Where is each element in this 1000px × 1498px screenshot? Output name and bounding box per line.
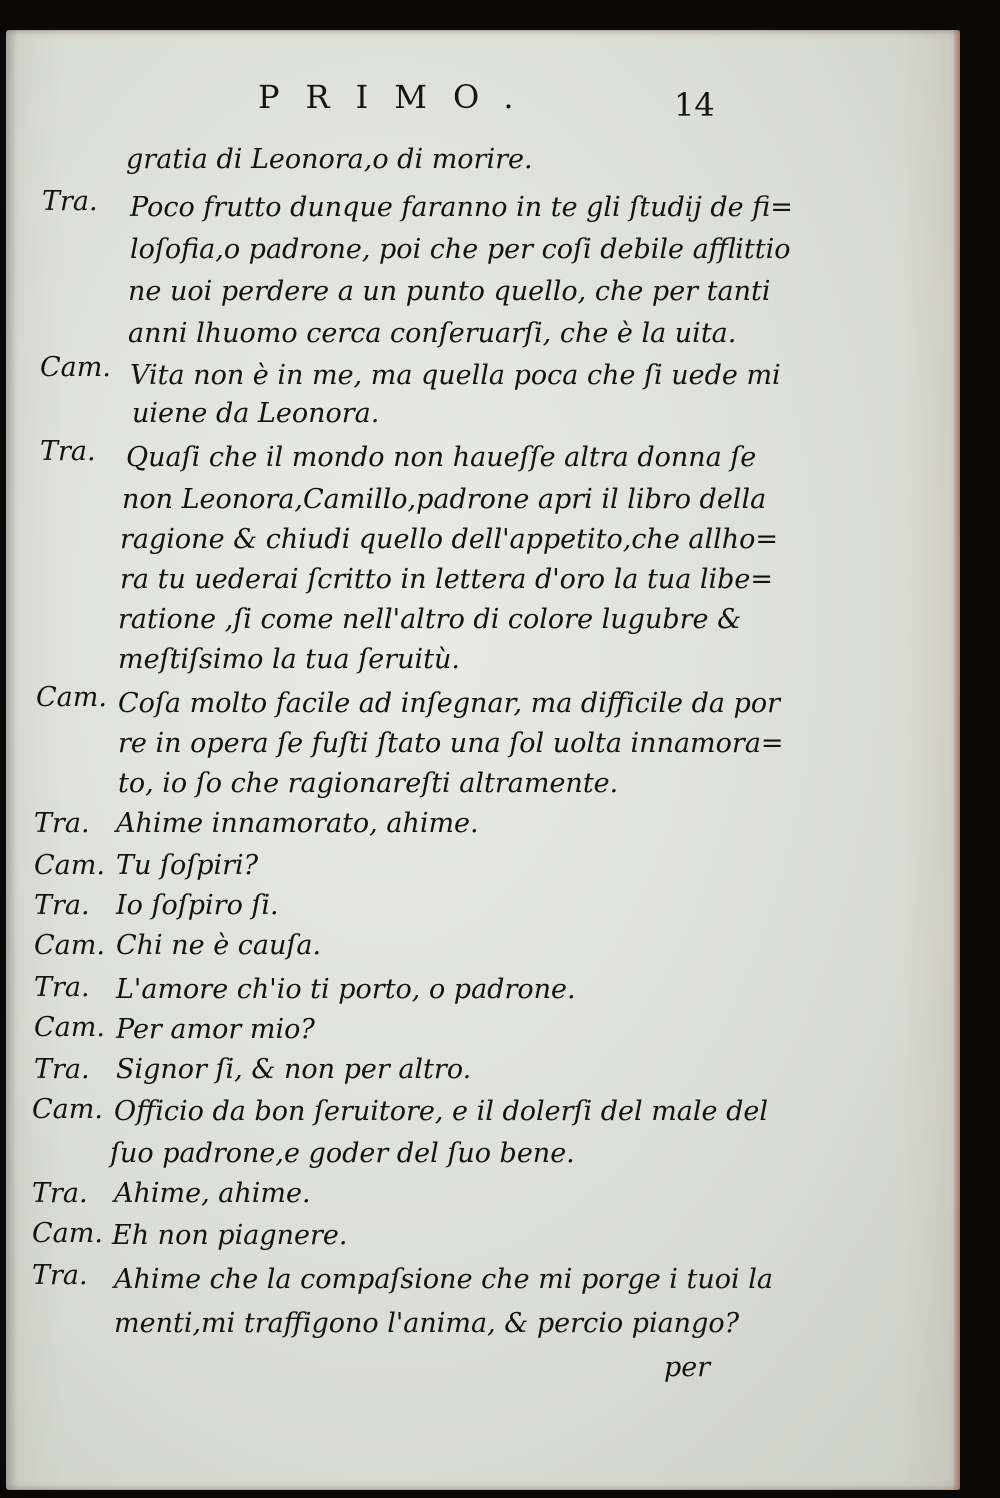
text-line: ra tu uederai ſcritto in lettera d'oro la tua libe=: [120, 564, 774, 595]
text-line: Quaſi che il mondo non haueſſe altra donna ſe: [126, 442, 757, 473]
text-line: menti,mi traffigono l'anima, & percio piango?: [114, 1308, 740, 1339]
text-line: Eh non piagnere.: [112, 1220, 348, 1251]
speaker-label: Tra.: [34, 972, 90, 1003]
speaker-label: Tra.: [34, 1054, 90, 1085]
running-title: PRIMO.: [258, 78, 540, 116]
text-line: to, io ſo che ragionareſti altramente.: [118, 768, 619, 799]
text-line: ſuo padrone,e goder del ſuo bene.: [110, 1138, 575, 1169]
text-line: non Leonora,Camillo,padrone apri il libro della: [122, 484, 767, 515]
text-line: Per amor mio?: [116, 1014, 315, 1045]
text-line: L'amore ch'io ti porto, o padrone.: [116, 974, 576, 1005]
text-line: Io ſoſpiro ſi.: [116, 890, 279, 921]
text-line: loſofia,o padrone, poi che per coſi debile afflittio: [130, 234, 791, 265]
text-line: Poco frutto dunque faranno in te gli ſtudij de fi=: [130, 192, 793, 223]
text-line: Officio da bon ſeruitore, e il dolerſi del male del: [114, 1096, 768, 1127]
text-line: gratia di Leonora,o di morire.: [126, 144, 533, 175]
speaker-label: Tra.: [32, 1260, 88, 1291]
text-line: Chi ne è cauſa.: [116, 930, 322, 961]
speaker-label: Tra.: [42, 186, 98, 217]
text-line: Coſa molto facile ad inſegnar, ma difficile da por: [118, 688, 780, 719]
text-line: Signor ſi, & non per altro.: [116, 1054, 472, 1085]
speaker-label: Tra.: [34, 808, 90, 839]
speaker-label: Tra.: [40, 436, 96, 467]
speaker-label: Cam.: [34, 930, 105, 961]
text-line: re in opera ſe fuſti ſtato una ſol uolta innamora=: [118, 728, 784, 759]
text-line: ratione ,ſi come nell'altro di colore lugubre &: [118, 604, 742, 635]
speaker-label: Cam.: [40, 352, 111, 383]
text-line: Vita non è in me, ma quella poca che ſi uede mi: [130, 360, 781, 391]
page-edge: [954, 30, 960, 1490]
speaker-label: Cam.: [32, 1218, 103, 1249]
catchword: per: [664, 1352, 711, 1383]
speaker-label: Cam.: [36, 682, 107, 713]
text-line: ragione & chiudi quello dell'appetito,che allho=: [120, 524, 779, 555]
speaker-label: Tra.: [34, 890, 90, 921]
text-line: ne uoi perdere a un punto quello, che per tanti: [128, 276, 771, 307]
text-line: Ahime che la compaſsione che mi porge i tuoi la: [114, 1264, 773, 1295]
speaker-label: Cam.: [34, 850, 105, 881]
text-line: uiene da Leonora.: [132, 398, 380, 429]
speaker-label: Cam.: [34, 1012, 105, 1043]
speaker-label: Tra.: [32, 1178, 88, 1209]
text-line: anni lhuomo cerca conſeruarſi, che è la uita.: [128, 318, 737, 349]
text-line: Ahime, ahime.: [114, 1178, 311, 1209]
text-line: Tu ſoſpiri?: [116, 850, 259, 881]
text-line: Ahime innamorato, ahime.: [116, 808, 479, 839]
text-line: meſtiſsimo la tua ſeruitù.: [118, 644, 460, 675]
page-number: 14: [674, 86, 715, 124]
speaker-label: Cam.: [32, 1094, 103, 1125]
